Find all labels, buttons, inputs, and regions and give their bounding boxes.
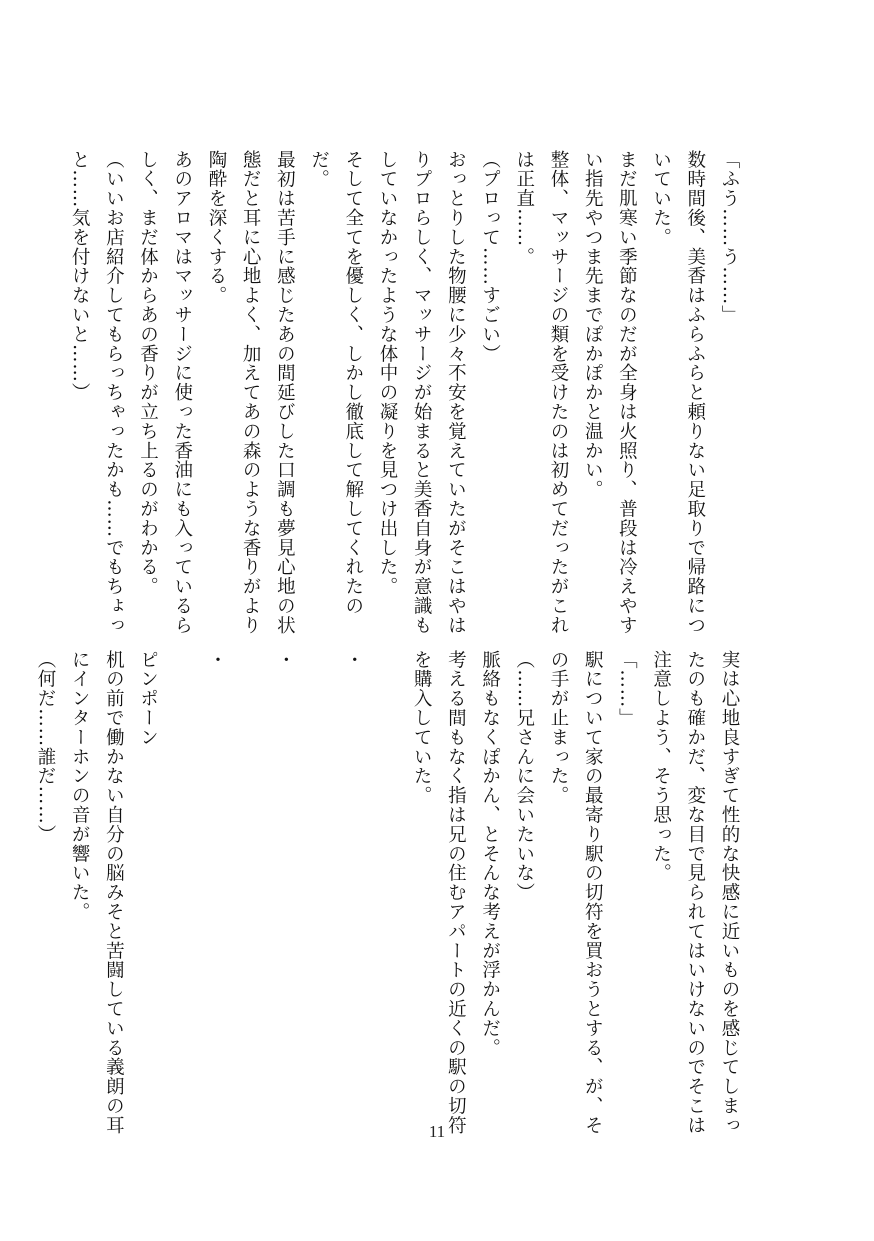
text-line: は正直……。 [513, 150, 535, 267]
text-line: していなかったような体中の凝りを見つけ出した。 [376, 150, 398, 597]
text-line: たのも確かだ、変な目で見られてはいけないのでそこは [684, 650, 706, 1135]
text-line: 実は心地良すぎて性的な快感に近いものを感じてしまっ [719, 650, 740, 1135]
scene-break-dot: ・ [205, 650, 227, 670]
text-line: にインターホンの音が響いた。 [69, 650, 91, 922]
page-number: 11 [428, 1122, 446, 1141]
text-line: 整体、マッサージの類を受けたのは初めてだったがこれ [547, 150, 569, 635]
blank-line [370, 650, 404, 1100]
text-line: あのアロマはマッサージに使った香油にも入っているら [171, 150, 193, 635]
text-line: しく、まだ体からあの香りが立ち上るのがわかる。 [137, 150, 159, 597]
scene-break-dot: ・ [274, 650, 296, 670]
text-line: （何だ……誰だ……） [34, 650, 56, 844]
text-line: 駅について家の最寄り駅の切符を買おうとする、が、そ [582, 650, 604, 1135]
text-line: りプロらしく、マッサージが始まると美香自身が意識も [411, 150, 433, 635]
text-line: 注意しよう、そう思った。 [650, 650, 672, 883]
text-line: ピンポーン [137, 650, 159, 747]
text-line: だ。 [308, 150, 330, 189]
text-line: 「ふう……う……」 [719, 150, 740, 325]
text-line: 机の前で働かない自分の脳みそと苦闘している義朗の耳 [103, 650, 125, 1135]
text-line: 脈絡もなくぽかん、とそんな考えが浮かんだ。 [479, 650, 501, 1058]
blank-line [165, 650, 199, 1100]
text-line: 陶酔を深くする。 [205, 150, 227, 306]
text-line: と……気を付けないと……） [69, 150, 91, 403]
text-block-top [69, 150, 746, 635]
text-line: 態だと耳に心地よく、加えてあの森のような香りがより [240, 150, 262, 635]
scene-break-dot: ・ [342, 650, 364, 670]
text-line: （プロって……すごい） [479, 150, 501, 364]
text-line: まだ肌寒い季節なのだが全身は火照り、普段は冷えやす [616, 150, 638, 635]
text-line: おっとりした物腰に少々不安を覚えていたがそこはやは [445, 150, 467, 635]
text-line: 数時間後、美香はふらふらと頼りない足取りで帰路につ [684, 150, 706, 635]
text-line: の手が止まった。 [547, 650, 569, 806]
text-line: 最初は苦手に感じたあの間延びした口調も夢見心地の状 [274, 150, 296, 635]
text-line: い指先やつま先までぽかぽかと温かい。 [582, 150, 604, 500]
blank-line [301, 650, 335, 1100]
text-line: （いいお店紹介してもらっちゃったかも……でもちょっ [103, 150, 125, 635]
text-line: いていた。 [650, 150, 672, 247]
text-line: そして全てを優しく、しかし徹底して解してくれたの [342, 150, 364, 616]
text-line: 考える間もなく指は兄の住むアパートの近くの駅の切符 [445, 650, 467, 1135]
text-line: を購入していた。 [411, 650, 433, 806]
text-line: 「……」 [616, 650, 638, 728]
blank-line [233, 650, 267, 1100]
text-line: （……兄さんに会いたいな） [513, 650, 535, 903]
